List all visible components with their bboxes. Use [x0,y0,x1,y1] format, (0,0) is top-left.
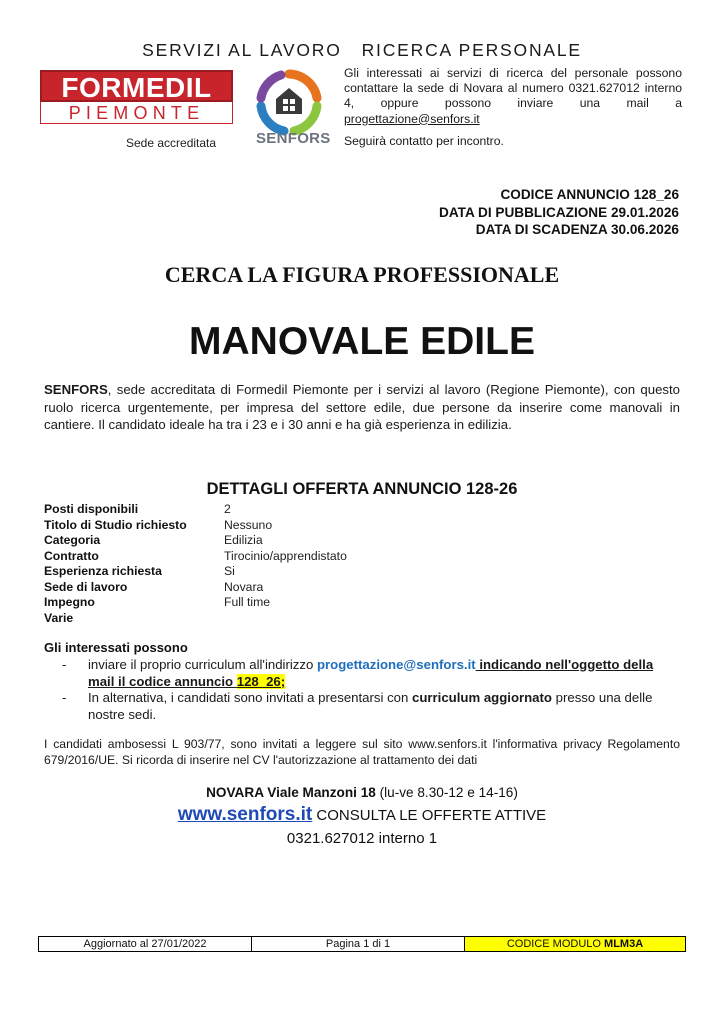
detail-row [44,564,347,580]
instructions-list [62,657,682,723]
detail-value: Edilizia [224,533,263,547]
section-heading: CERCA LA FIGURA PROFESSIONALE [164,262,560,287]
detail-value: Tirocinio/apprendistato [224,548,347,563]
detail-row [44,533,347,549]
office-address [0,785,724,800]
detail-label: Varie [44,610,74,625]
detail-value: Si [224,564,235,578]
footer-page: Pagina 1 di 1 [252,937,465,951]
announcement-code: CODICE ANNUNCIO 128_26 [500,187,679,202]
bullet-dash: - [62,690,67,705]
detail-value: Nessuno [224,517,273,532]
detail-row [44,595,347,611]
formedil-logo-top: FORMEDIL [40,70,233,102]
bullet-dash: - [62,657,67,672]
footer-module [465,937,685,951]
detail-label: Posti disponibili [44,502,139,516]
detail-label: Titolo di Studio richiesto [44,517,187,532]
announcement-codes [439,186,679,239]
footer-table [38,936,686,952]
services-header: SERVIZI AL LAVORO RICERCA PERSONALE [142,40,582,60]
details-title: DETTAGLI OFFERTA ANNUNCIO 128-26 [206,480,518,498]
office-hours: (lu-ve 8.30-12 e 14-16) [375,785,518,800]
list-item [62,657,682,690]
detail-row [44,549,347,565]
module-code: MLM3A [604,938,644,950]
expiry-date: DATA DI SCADENZA 30.06.2026 [475,222,679,237]
phone-number: 0321.627012 interno 1 [286,830,438,847]
detail-row [44,518,347,534]
detail-label: Sede di lavoro [44,579,128,594]
bullet-text: In alternativa, i candidati sono invitati a presentarsi con [88,690,413,705]
detail-label: Esperienza richiesta [44,564,162,578]
detail-value: Novara [224,579,264,594]
senfors-logo-text: SENFORS [256,130,331,147]
list-item [62,690,682,723]
followup-text: Seguirà contatto per incontro. [344,134,504,148]
intro-text: , sede accreditata di Formedil Piemonte per i servizi al lavoro (Regione Piemonte), con questo ruolo ricerca urgentemente, per impresa del settore edile, due persone da inserire come manovali in cantiere. Il candidato ideale ha tra i 23 e i 30 anni e ha già esperienza in edilizia. [44,382,680,432]
formedil-logo-bottom: PIEMONTE [40,102,233,124]
address-bold: NOVARA Viale Manzoni 18 [206,785,376,800]
intro-company: SENFORS [44,382,108,397]
formedil-logo [40,70,233,124]
contact-text: Gli interessati ai servizi di ricerca del personale possono contattare la sede di Novara al numero 0321.627012 interno 4, oppure possono inviare una mail a [344,66,682,111]
detail-value: 2 [224,502,231,516]
subject-instruction: indicando nell'oggetto della mail il codice annuncio [88,657,654,689]
contact-email-link[interactable]: progettazione@senfors.it [344,111,480,126]
detail-label: Impegno [44,595,95,609]
detail-label: Categoria [44,533,101,547]
accredited-label: Sede accreditata [126,136,217,150]
announcement-code-highlight: 128_26; [236,673,286,689]
website-tail: CONSULTA LE OFFERTE ATTIVE [312,807,547,824]
role-title: MANOVALE EDILE [189,320,535,363]
application-email-link[interactable]: progettazione@senfors.it [316,657,476,672]
intro-paragraph [44,381,680,434]
footer-updated: Aggiornato al 27/01/2022 [39,937,252,951]
bullet-text: inviare il proprio curriculum all'indirizzo [88,657,317,672]
bullet-bold-text: curriculum aggiornato [412,690,552,705]
module-label: CODICE MODULO [506,938,605,950]
contact-info [344,66,682,127]
detail-label: Contratto [44,548,99,563]
bullet-text-end: presso una delle nostre sedi. [88,690,653,722]
instructions-title: Gli interessati possono [44,640,188,655]
detail-row [44,502,347,518]
detail-row [44,580,347,596]
publication-date: DATA DI PUBBLICAZIONE 29.01.2026 [439,204,679,220]
details-table [44,502,347,626]
website-link[interactable]: www.senfors.it [177,804,313,825]
privacy-notice: I candidati ambosessi L 903/77, sono invitati a leggere sul sito www.senfors.it l'informativa privacy Regolamento 679/2016/UE. Si ricorda di inserire nel CV l'autorizzazione al trattamento dei dati [44,737,680,767]
detail-row [44,611,347,627]
website-line [0,804,724,826]
detail-value: Full time [224,595,271,609]
